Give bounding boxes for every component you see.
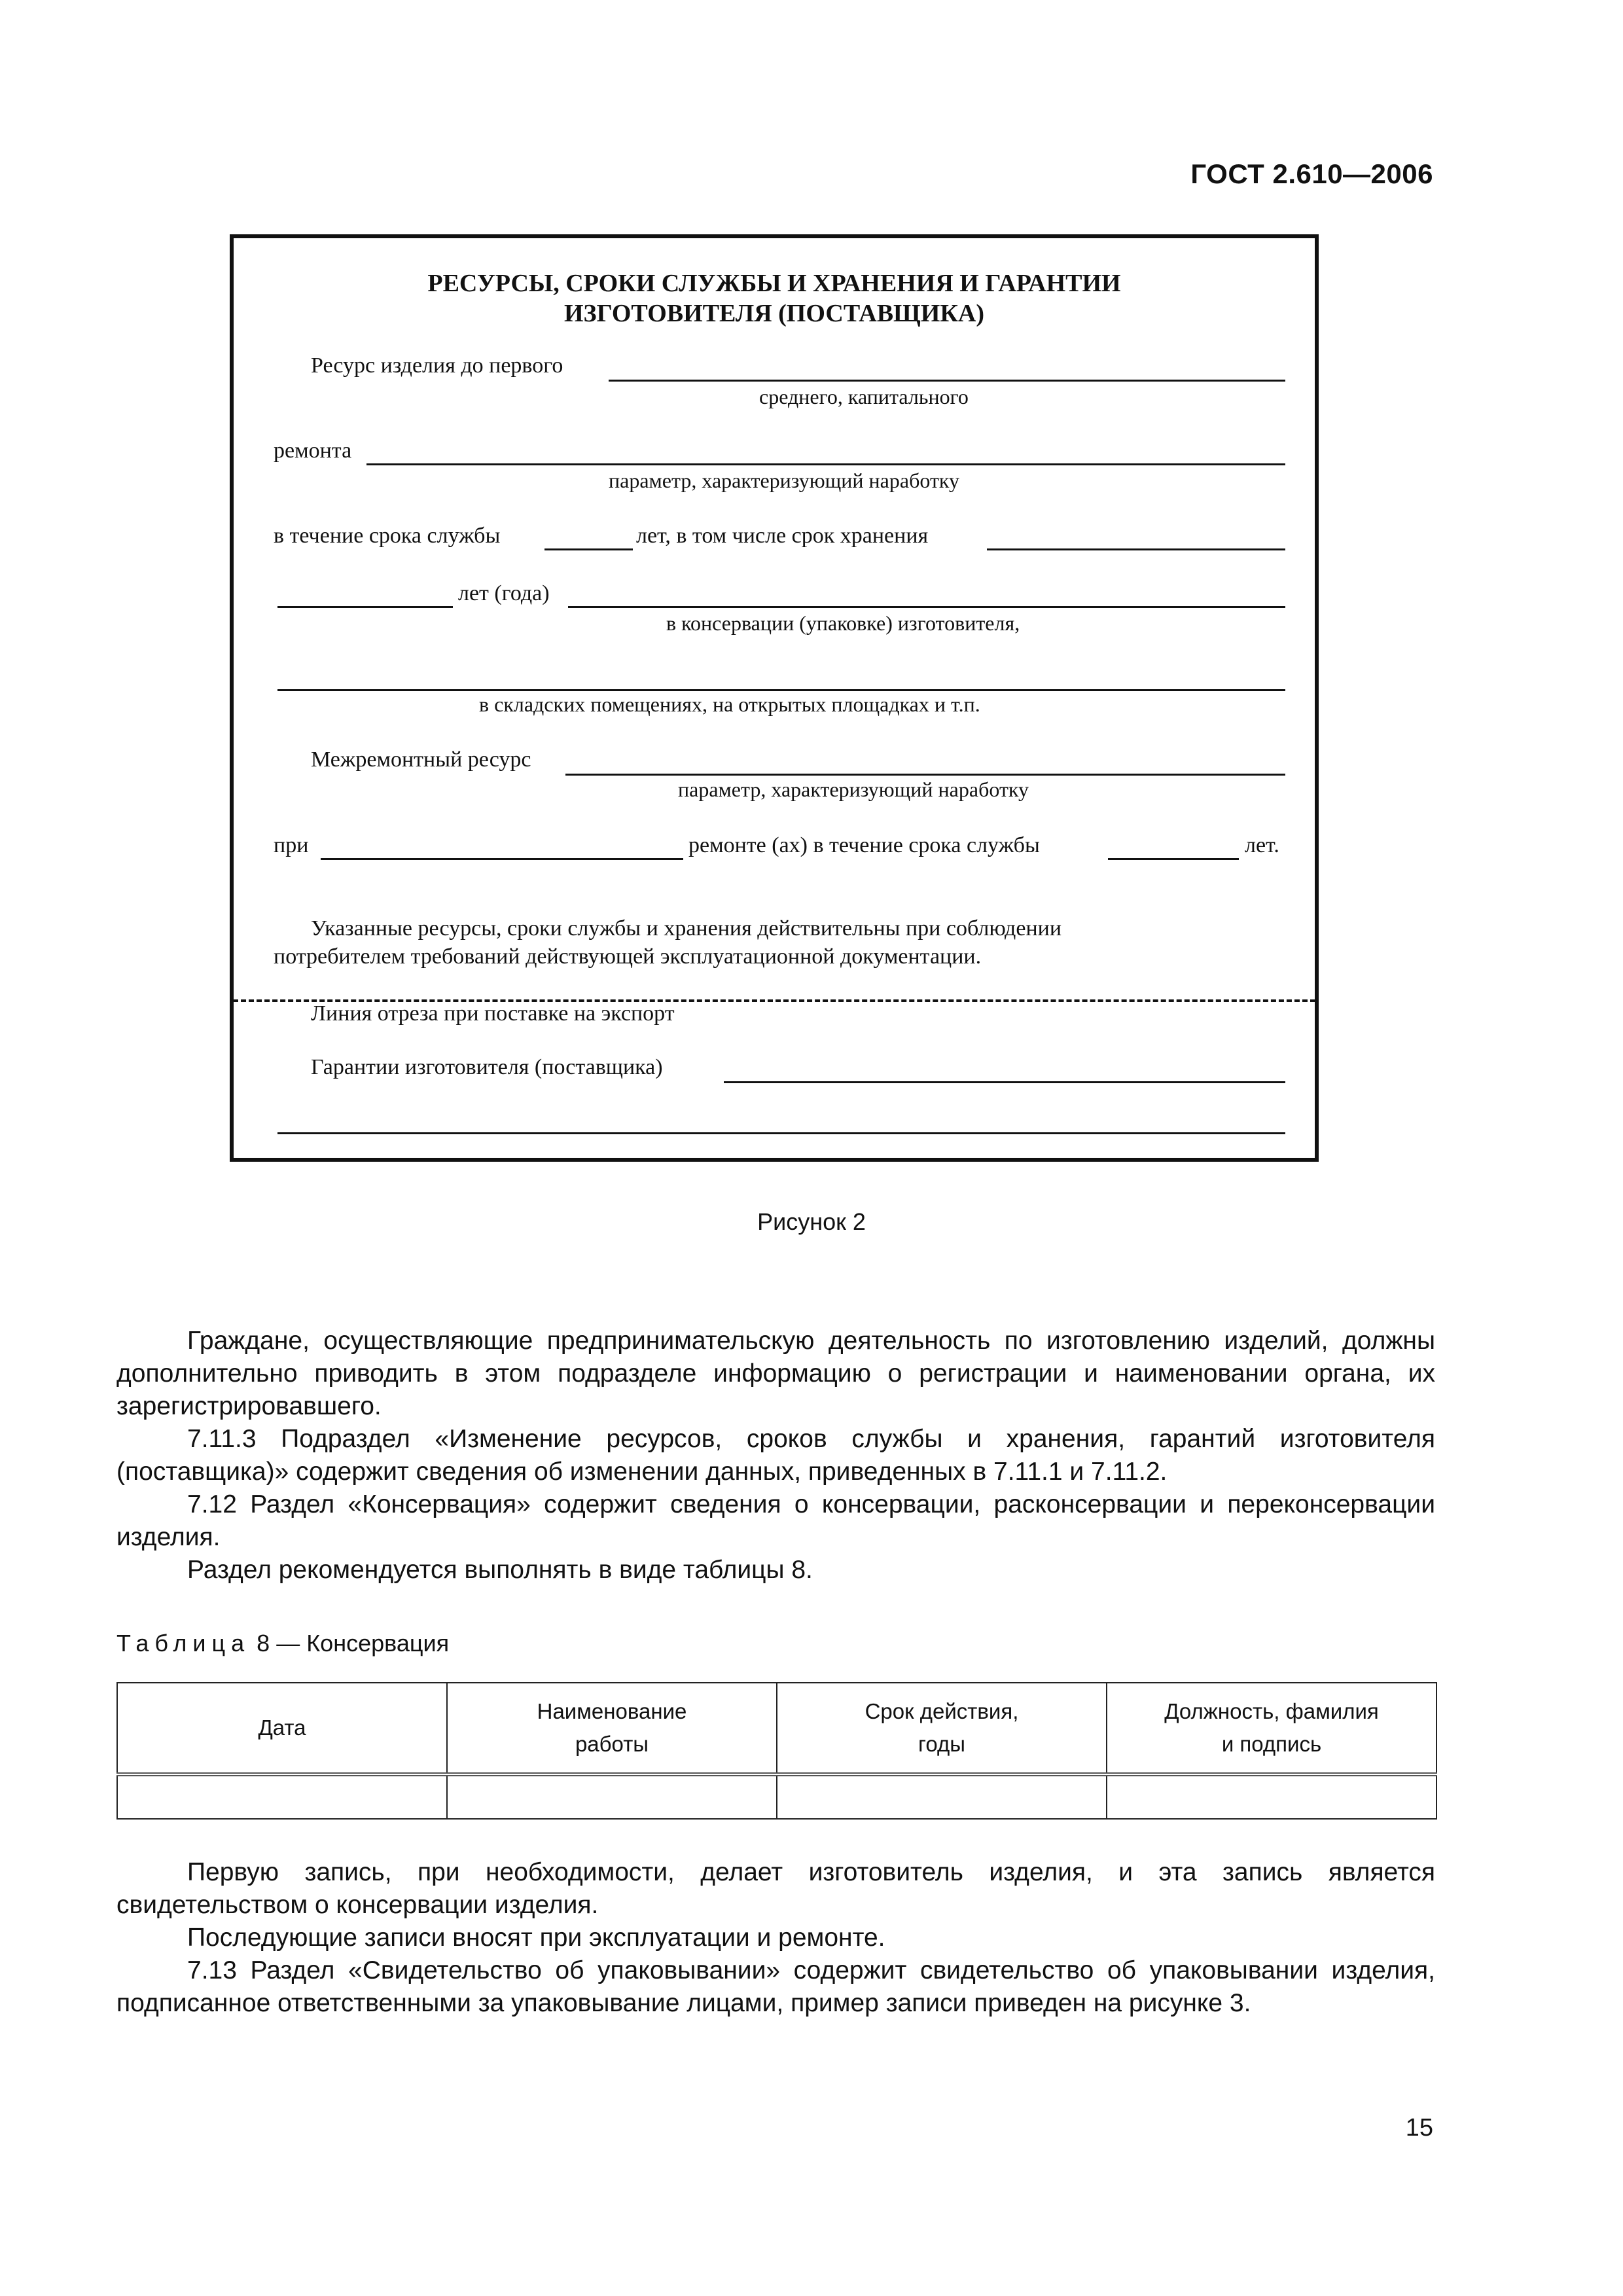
table-caption-word: Таблица <box>116 1630 251 1657</box>
paragraph-first-record <box>116 1856 1435 1922</box>
service-years-line <box>544 548 633 550</box>
header-work-name-line-2: работы <box>575 1732 649 1756</box>
header-position-line-2: и подпись <box>1221 1732 1322 1756</box>
header-date <box>117 1683 447 1774</box>
note-line-1: Указанные ресурсы, сроки службы и хранения действительны при соблюдении <box>311 916 1062 941</box>
table-cell <box>117 1774 447 1819</box>
paragraph-7-11-3-text: 7.11.3 Подраздел «Изменение ресурсов, сроков службы и хранения, гарантий изготовителя (поставщика)» содержит сведения об изменении данных, приведенных в 7.11.1 и 7.11.2. <box>116 1425 1435 1486</box>
header-date-text: Дата <box>258 1715 306 1740</box>
paragraph-subsequent-records-text: Последующие записи вносят при эксплуатации и ремонте. <box>187 1924 885 1952</box>
header-validity-line-1: Срок действия, <box>865 1699 1019 1723</box>
figure-title-line-1: РЕСУРСЫ, СРОКИ СЛУЖБЫ И ХРАНЕНИЯ И ГАРАНТИИ <box>427 270 1121 297</box>
guarantee-second-line <box>277 1132 1285 1134</box>
table-header-row <box>117 1683 1436 1774</box>
storage-field-line <box>987 548 1285 550</box>
conservation-field-line <box>568 606 1285 608</box>
paragraph-7-12 <box>116 1488 1435 1554</box>
header-work-name-line-1: Наименование <box>537 1699 687 1723</box>
resource-label: Ресурс изделия до первого <box>311 353 563 378</box>
figure-caption: Рисунок 2 <box>757 1208 866 1235</box>
interrepair-caption: параметр, характеризующий наработку <box>678 778 1029 801</box>
paragraph-citizens <box>116 1325 1435 1423</box>
guarantee-field-line <box>724 1081 1285 1083</box>
warehouse-field-line <box>277 689 1285 691</box>
years-storage-label: лет, в том числе срок хранения <box>636 524 929 548</box>
paragraph-7-13-text: 7.13 Раздел «Свидетельство об упаковывании» содержит свидетельство об упаковывании изделия, подписанное ответственными за упаковывание лицами, пример записи приведен на рисунке 3. <box>116 1956 1435 2017</box>
table-cell <box>1107 1774 1436 1819</box>
paragraph-table-recommendation <box>116 1554 1435 1587</box>
paragraph-subsequent-records <box>116 1922 1435 1954</box>
years-label: лет (года) <box>458 581 550 605</box>
repairs-count-line <box>321 858 683 860</box>
table-caption-rest: 8 — Консервация <box>257 1630 450 1657</box>
cut-line-label: Линия отреза при поставке на экспорт <box>311 1001 675 1026</box>
paragraph-citizens-text: Граждане, осуществляющие предпринимательскую деятельность по изготовлению изделий, должны дополнительно приводить в этом подразделе информацию о регистрации и наименовании органа, их зарегистрировавшего. <box>116 1327 1435 1420</box>
interrepair-label: Межремонтный ресурс <box>311 747 531 772</box>
document-number: ГОСТ 2.610—2006 <box>1190 158 1433 189</box>
header-validity <box>777 1683 1107 1774</box>
repair-label: ремонта <box>274 439 352 463</box>
conservation-caption: в консервации (упаковке) изготовителя, <box>666 611 1020 635</box>
guarantee-label: Гарантии изготовителя (поставщика) <box>311 1055 663 1079</box>
repairs-service-label: ремонте (ах) в течение срока службы <box>688 833 1040 857</box>
header-position <box>1107 1683 1436 1774</box>
resource-field-line <box>609 380 1285 382</box>
service-label: в течение срока службы <box>274 524 501 548</box>
page-number: 15 <box>1405 2114 1433 2142</box>
table-row <box>117 1774 1436 1819</box>
resource-caption: среднего, капитального <box>759 385 969 408</box>
interrepair-field-line <box>565 774 1285 776</box>
at-label: при <box>274 833 309 857</box>
paragraph-first-record-text: Первую запись, при необходимости, делает изготовитель изделия, и эта запись является свидетельством о консервации изделия. <box>116 1858 1435 1919</box>
header-work-name <box>447 1683 777 1774</box>
paragraph-7-12-text: 7.12 Раздел «Консервация» содержит сведения о консервации, расконсервации и переконсервации изделия. <box>116 1490 1435 1551</box>
paragraph-7-13 <box>116 1954 1435 2020</box>
header-position-line-1: Должность, фамилия <box>1164 1699 1379 1723</box>
conservation-table <box>116 1682 1437 1820</box>
table-cell <box>447 1774 777 1819</box>
paragraph-7-11-3 <box>116 1423 1435 1488</box>
table-cell <box>777 1774 1107 1819</box>
table-caption <box>116 1630 449 1657</box>
repair-years-line <box>1108 858 1239 860</box>
years-end-label: лет. <box>1245 833 1279 857</box>
header-validity-line-2: годы <box>918 1732 965 1756</box>
years-count-line <box>277 606 453 608</box>
paragraph-table-recommendation-text: Раздел рекомендуется выполнять в виде таблицы 8. <box>187 1556 813 1584</box>
repair-field-line <box>366 463 1285 465</box>
warehouse-caption: в складских помещениях, на открытых площадках и т.п. <box>479 692 980 716</box>
note-line-2: потребителем требований действующей эксплуатационной документации. <box>274 944 982 969</box>
figure-title-line-2: ИЗГОТОВИТЕЛЯ (ПОСТАВЩИКА) <box>563 300 984 327</box>
repair-caption: параметр, характеризующий наработку <box>609 469 960 492</box>
